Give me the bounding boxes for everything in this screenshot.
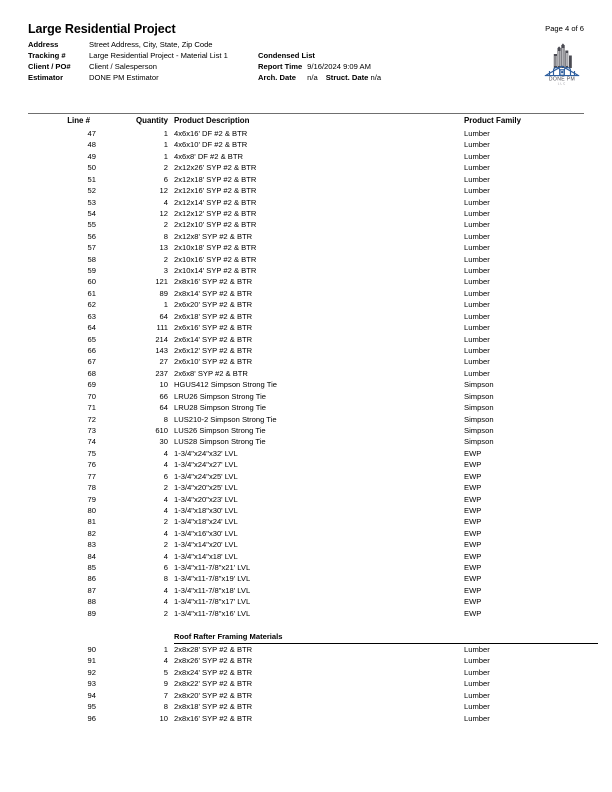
- cell-line-number: 53: [87, 197, 96, 207]
- cell-product-description: LRU26 Simpson Strong Tie: [174, 391, 267, 401]
- cell-product-description: 2x6x14' SYP #2 & BTR: [174, 334, 253, 344]
- cell-line-number: 91: [87, 656, 96, 666]
- cell-product-family: Lumber: [464, 174, 490, 184]
- cell-product-description: 4x6x16' DF #2 & BTR: [174, 129, 248, 138]
- cell-product-family: Lumber: [464, 186, 490, 196]
- report-header: [28, 22, 584, 84]
- tracking-label: Tracking #: [28, 51, 66, 61]
- cell-product-family: EWP: [464, 551, 482, 561]
- table-row: [28, 414, 598, 425]
- cell-product-description: 2x6x18' SYP #2 & BTR: [174, 311, 253, 321]
- table-row: [28, 208, 598, 219]
- column-header-line: Line #: [67, 116, 90, 125]
- table-row: [28, 539, 598, 550]
- cell-line-number: 56: [87, 231, 96, 241]
- cell-product-family: Lumber: [464, 220, 490, 230]
- cell-product-family: EWP: [464, 517, 482, 527]
- table-row: [28, 690, 598, 701]
- cell-quantity: 2: [163, 517, 168, 527]
- cell-line-number: 51: [87, 174, 96, 184]
- cell-product-description: 1-3/4"x11-7/8"x17' LVL: [174, 597, 251, 607]
- table-row: [28, 379, 598, 390]
- cell-product-description: 2x12x14' SYP #2 & BTR: [174, 197, 257, 207]
- cell-product-description: LUS210-2 Simpson Strong Tie: [174, 414, 277, 424]
- cell-product-family: Lumber: [464, 277, 490, 287]
- cell-product-description: 2x8x20' SYP #2 & BTR: [174, 690, 253, 700]
- table-row: [28, 299, 598, 310]
- cell-product-description: 2x6x16' SYP #2 & BTR: [174, 323, 253, 333]
- list-type-label: Condensed List: [258, 51, 315, 61]
- cell-line-number: 68: [87, 368, 96, 378]
- struct-date-label: Struct. Date: [325, 73, 369, 83]
- cell-product-family: Lumber: [464, 323, 490, 333]
- cell-quantity: 1: [163, 644, 168, 654]
- table-row: [28, 128, 598, 139]
- table-row: [28, 368, 598, 379]
- table-row: [28, 551, 598, 562]
- cell-product-family: EWP: [464, 574, 482, 584]
- meta-row-address: [28, 40, 381, 51]
- meta-row-client: [28, 62, 381, 73]
- cell-quantity: 6: [163, 174, 168, 184]
- cell-product-description: 4x6x10' DF #2 & BTR: [174, 140, 248, 150]
- cell-line-number: 60: [87, 277, 96, 287]
- table-row: [28, 391, 598, 402]
- cell-product-description: 2x8x16' SYP #2 & BTR: [174, 277, 253, 287]
- column-header-family: Product Family: [464, 116, 521, 125]
- cell-product-description: 1-3/4"x11-7/8"x18' LVL: [174, 585, 251, 595]
- table-row: [28, 276, 598, 287]
- table-row: [28, 448, 598, 459]
- cell-product-family: Simpson: [464, 437, 494, 447]
- cell-line-number: 93: [87, 679, 96, 689]
- table-spacer-row: [28, 619, 598, 630]
- done-pm-logo: [540, 43, 584, 87]
- cell-quantity: 8: [163, 231, 168, 241]
- table-row: [28, 139, 598, 150]
- cell-line-number: 62: [87, 300, 96, 310]
- cell-line-number: 90: [87, 644, 96, 654]
- cell-quantity: 6: [163, 563, 168, 573]
- cell-product-description: 1-3/4"x11-7/8"x19' LVL: [174, 574, 251, 584]
- page-number: Page 4 of 6: [545, 24, 584, 33]
- cell-quantity: 4: [163, 460, 168, 470]
- cell-quantity: 610: [155, 425, 168, 435]
- cell-quantity: 27: [159, 357, 168, 367]
- client-po-label: Client / PO#: [28, 62, 71, 72]
- cell-line-number: 55: [87, 220, 96, 230]
- cell-product-description: LUS26 Simpson Strong Tie: [174, 425, 266, 435]
- cell-product-family: Lumber: [464, 368, 490, 378]
- cell-product-description: HGUS412 Simpson Strong Tie: [174, 380, 277, 390]
- cell-quantity: 64: [159, 311, 168, 321]
- table-header-row: [28, 114, 598, 128]
- cell-quantity: 30: [159, 437, 168, 447]
- cell-quantity: 2: [163, 163, 168, 173]
- table-row: [28, 254, 598, 265]
- cell-product-description: 4x6x8' DF #2 & BTR: [174, 151, 243, 161]
- table-row: [28, 436, 598, 447]
- cell-product-description: 2x10x16' SYP #2 & BTR: [174, 254, 257, 264]
- cell-product-description: 2x12x18' SYP #2 & BTR: [174, 174, 257, 184]
- cell-quantity: 4: [163, 494, 168, 504]
- cell-product-family: EWP: [464, 563, 482, 573]
- cell-line-number: 58: [87, 254, 96, 264]
- cell-quantity: 111: [156, 323, 168, 333]
- cell-product-family: EWP: [464, 597, 482, 607]
- cell-product-description: 1-3/4"x11-7/8"x21' LVL: [174, 563, 251, 573]
- cell-quantity: 8: [163, 574, 168, 584]
- table-row: [28, 334, 598, 345]
- cell-line-number: 80: [87, 505, 96, 515]
- table-row: [28, 701, 598, 712]
- cell-product-family: EWP: [464, 460, 482, 470]
- table-row: [28, 655, 598, 666]
- table-row: [28, 644, 598, 655]
- cell-product-family: EWP: [464, 528, 482, 538]
- table-row: [28, 151, 598, 162]
- cell-line-number: 71: [87, 403, 96, 413]
- address-label: Address: [28, 40, 59, 49]
- cell-product-family: Simpson: [464, 391, 494, 401]
- table-row: [28, 174, 598, 185]
- table-row: [28, 219, 598, 230]
- cell-line-number: 83: [87, 540, 96, 550]
- cell-quantity: 2: [163, 254, 168, 264]
- cell-quantity: 13: [159, 243, 168, 253]
- cell-product-description: 1-3/4"x14"x18' LVL: [174, 551, 238, 561]
- cell-product-description: 2x6x10' SYP #2 & BTR: [174, 357, 253, 367]
- report-meta-table: [28, 40, 381, 84]
- cell-line-number: 54: [87, 208, 96, 218]
- table-row: [28, 494, 598, 505]
- arch-date-label: Arch. Date: [258, 73, 296, 83]
- cell-quantity: 4: [163, 585, 168, 595]
- cell-line-number: 86: [87, 574, 96, 584]
- table-row: [28, 162, 598, 173]
- table-row: [28, 528, 598, 539]
- cell-product-family: EWP: [464, 448, 482, 458]
- cell-line-number: 77: [87, 471, 96, 481]
- cell-quantity: 12: [159, 208, 168, 218]
- cell-product-description: 2x12x12' SYP #2 & BTR: [174, 208, 257, 218]
- cell-quantity: 10: [159, 380, 168, 390]
- cell-quantity: 64: [159, 403, 168, 413]
- cell-line-number: 81: [87, 517, 96, 527]
- cell-product-description: 2x8x22' SYP #2 & BTR: [174, 679, 253, 689]
- report-time-label: Report Time: [258, 62, 303, 72]
- cell-quantity: 8: [163, 702, 168, 712]
- column-header-quantity: Quantity: [135, 116, 168, 125]
- report-time-value: 9/16/2024 9:09 AM: [307, 62, 371, 72]
- cell-quantity: 4: [163, 448, 168, 458]
- cell-line-number: 72: [87, 414, 96, 424]
- cell-product-family: Lumber: [464, 231, 490, 241]
- cell-product-description: 1-3/4"x24"x27' LVL: [174, 460, 238, 470]
- table-row: [28, 356, 598, 367]
- cell-product-family: Lumber: [464, 243, 490, 253]
- cell-quantity: 4: [163, 528, 168, 538]
- cell-product-family: Lumber: [464, 300, 490, 310]
- cell-quantity: 237: [155, 368, 168, 378]
- cell-product-family: Lumber: [464, 690, 490, 700]
- cell-product-family: Lumber: [464, 163, 490, 173]
- cell-product-family: EWP: [464, 608, 482, 618]
- cell-product-family: Lumber: [464, 311, 490, 321]
- struct-date-value: n/a: [370, 73, 382, 83]
- cell-quantity: 2: [163, 483, 168, 493]
- cell-line-number: 57: [87, 243, 96, 253]
- table-row: [28, 345, 598, 356]
- cell-product-family: Lumber: [464, 334, 490, 344]
- cell-line-number: 96: [87, 713, 96, 723]
- table-row: [28, 311, 598, 322]
- table-row: [28, 459, 598, 470]
- cell-product-description: 2x12x10' SYP #2 & BTR: [174, 220, 257, 230]
- cell-product-description: 2x8x26' SYP #2 & BTR: [174, 656, 253, 666]
- cell-product-description: 2x10x18' SYP #2 & BTR: [174, 243, 257, 253]
- cell-product-family: Lumber: [464, 679, 490, 689]
- cell-product-family: EWP: [464, 505, 482, 515]
- cell-line-number: 50: [87, 163, 96, 173]
- cell-quantity: 121: [155, 277, 168, 287]
- cell-product-description: 2x8x16' SYP #2 & BTR: [174, 713, 253, 723]
- cell-quantity: 1: [163, 151, 168, 161]
- cell-line-number: 70: [87, 391, 96, 401]
- section-pad-line: [28, 631, 98, 644]
- table-row: [28, 596, 598, 607]
- cell-product-family: Lumber: [464, 288, 490, 298]
- materials-table: [28, 114, 598, 724]
- cell-quantity: 66: [159, 391, 168, 401]
- table-header: [28, 114, 598, 128]
- cell-line-number: 87: [87, 585, 96, 595]
- cell-product-family: Lumber: [464, 346, 490, 356]
- table-row: [28, 667, 598, 678]
- table-row: [28, 505, 598, 516]
- estimator-label: Estimator: [28, 73, 64, 83]
- cell-product-description: 1-3/4"x18"x30' LVL: [174, 505, 238, 515]
- table-row: [28, 713, 598, 724]
- cell-quantity: 4: [163, 656, 168, 666]
- cell-line-number: 67: [87, 357, 96, 367]
- cell-line-number: 85: [87, 563, 96, 573]
- cell-product-family: EWP: [464, 494, 482, 504]
- cell-product-description: 2x12x8' SYP #2 & BTR: [174, 231, 253, 241]
- cell-quantity: 214: [155, 334, 168, 344]
- tracking-value: Large Residential Project - Material List 1: [89, 51, 228, 61]
- cell-product-family: Lumber: [464, 197, 490, 207]
- cell-line-number: 64: [87, 323, 96, 333]
- cell-product-description: 1-3/4"x20"x25' LVL: [174, 483, 238, 493]
- cell-quantity: 5: [163, 667, 168, 677]
- spacer-cell: [28, 619, 598, 630]
- cell-product-description: 2x12x26' SYP #2 & BTR: [174, 163, 257, 173]
- cell-product-description: 1-3/4"x20"x23' LVL: [174, 494, 238, 504]
- cell-quantity: 143: [155, 346, 168, 356]
- meta-row-estimator: [28, 73, 381, 84]
- cell-quantity: 4: [163, 597, 168, 607]
- cell-product-family: EWP: [464, 585, 482, 595]
- cell-line-number: 74: [87, 437, 96, 447]
- cell-product-description: 2x6x20' SYP #2 & BTR: [174, 300, 253, 310]
- cell-product-family: Lumber: [464, 140, 490, 150]
- cell-product-description: 2x12x16' SYP #2 & BTR: [174, 186, 257, 196]
- materials-table-zone: [28, 113, 584, 724]
- table-row: [28, 402, 598, 413]
- cell-product-description: 1-3/4"x11-7/8"x16' LVL: [174, 608, 251, 618]
- cell-quantity: 7: [163, 690, 168, 700]
- cell-quantity: 6: [163, 471, 168, 481]
- table-row: [28, 585, 598, 596]
- section-heading-cell: [174, 631, 598, 644]
- cell-product-family: Lumber: [464, 667, 490, 677]
- table-row: [28, 288, 598, 299]
- cell-product-description: 1-3/4"x24"x25' LVL: [174, 471, 238, 481]
- cell-product-description: 1-3/4"x18"x24' LVL: [174, 517, 238, 527]
- cell-product-description: LUS28 Simpson Strong Tie: [174, 437, 266, 447]
- cell-product-family: Lumber: [464, 254, 490, 264]
- cell-line-number: 79: [87, 494, 96, 504]
- cell-quantity: 9: [163, 679, 168, 689]
- client-po-value: Client / Salesperson: [89, 62, 157, 72]
- table-row: [28, 265, 598, 276]
- table-row: [28, 573, 598, 584]
- cell-line-number: 88: [87, 597, 96, 607]
- cell-product-family: Lumber: [464, 702, 490, 712]
- cell-product-description: 2x8x24' SYP #2 & BTR: [174, 667, 253, 677]
- cell-line-number: 47: [87, 129, 96, 138]
- cell-product-description: 2x8x14' SYP #2 & BTR: [174, 288, 253, 298]
- table-body: [28, 128, 598, 724]
- table-row: [28, 197, 598, 208]
- table-row: [28, 425, 598, 436]
- cell-product-description: 2x6x8' SYP #2 & BTR: [174, 368, 248, 378]
- column-header-description: Product Description: [174, 116, 250, 125]
- cell-product-family: Simpson: [464, 403, 494, 413]
- cell-quantity: 2: [163, 540, 168, 550]
- cell-line-number: 63: [87, 311, 96, 321]
- cell-line-number: 76: [87, 460, 96, 470]
- cell-line-number: 84: [87, 551, 96, 561]
- cell-product-description: 1-3/4"x24"x32' LVL: [174, 448, 238, 458]
- cell-product-description: 2x8x18' SYP #2 & BTR: [174, 702, 253, 712]
- cell-product-family: Simpson: [464, 380, 494, 390]
- cell-quantity: 1: [163, 140, 168, 150]
- cell-line-number: 61: [87, 288, 96, 298]
- table-row: [28, 516, 598, 527]
- cell-product-family: Lumber: [464, 266, 490, 276]
- table-row: [28, 482, 598, 493]
- cell-quantity: 10: [159, 713, 168, 723]
- cell-product-description: LRU28 Simpson Strong Tie: [174, 403, 267, 413]
- meta-row-tracking: [28, 51, 381, 62]
- table-row: [28, 608, 598, 619]
- table-row: [28, 471, 598, 482]
- cell-quantity: 1: [163, 129, 168, 138]
- cell-quantity: 4: [163, 505, 168, 515]
- address-value: Street Address, City, State, Zip Code: [89, 40, 213, 49]
- table-row: [28, 678, 598, 689]
- cell-quantity: 3: [163, 266, 168, 276]
- table-row: [28, 242, 598, 253]
- cell-quantity: 1: [163, 300, 168, 310]
- cell-product-family: EWP: [464, 540, 482, 550]
- table-row: [28, 322, 598, 333]
- cell-quantity: 2: [163, 220, 168, 230]
- cell-product-family: Lumber: [464, 713, 490, 723]
- cell-quantity: 4: [163, 197, 168, 207]
- cell-line-number: 95: [87, 702, 96, 712]
- cell-quantity: 2: [163, 608, 168, 618]
- cell-product-family: Lumber: [464, 656, 490, 666]
- cell-line-number: 73: [87, 425, 96, 435]
- table-row: [28, 231, 598, 242]
- cell-line-number: 92: [87, 667, 96, 677]
- page-title: Large Residential Project: [28, 22, 176, 36]
- cell-product-family: EWP: [464, 471, 482, 481]
- cell-quantity: 12: [159, 186, 168, 196]
- logo-subtext: LLC: [557, 81, 567, 86]
- cell-line-number: 82: [87, 528, 96, 538]
- cell-product-family: Lumber: [464, 151, 490, 161]
- table-row: [28, 562, 598, 573]
- cell-product-family: Lumber: [464, 208, 490, 218]
- estimator-value: DONE PM Estimator: [89, 73, 159, 83]
- cell-quantity: 89: [159, 288, 168, 298]
- arch-date-value: n/a: [307, 73, 318, 83]
- cell-product-family: Simpson: [464, 425, 494, 435]
- cell-product-description: 1-3/4"x16"x30' LVL: [174, 528, 238, 538]
- section-pad-qty: [98, 631, 174, 644]
- cell-product-description: 2x6x12' SYP #2 & BTR: [174, 346, 253, 356]
- cell-product-family: Simpson: [464, 414, 494, 424]
- cell-line-number: 94: [87, 690, 96, 700]
- logo-wordmark: DONE PM: [548, 76, 576, 83]
- cell-product-description: 1-3/4"x14"x20' LVL: [174, 540, 238, 550]
- cell-line-number: 78: [87, 483, 96, 493]
- table-section-heading-row: [28, 631, 598, 644]
- cell-quantity: 8: [163, 414, 168, 424]
- cell-product-description: 2x8x28' SYP #2 & BTR: [174, 644, 253, 654]
- cell-line-number: 75: [87, 448, 96, 458]
- cell-product-family: Lumber: [464, 644, 490, 654]
- cell-product-family: Lumber: [464, 129, 490, 138]
- cell-product-family: Lumber: [464, 357, 490, 367]
- cell-line-number: 49: [87, 151, 96, 161]
- cell-product-description: 2x10x14' SYP #2 & BTR: [174, 266, 257, 276]
- cell-line-number: 59: [87, 266, 96, 276]
- cell-line-number: 66: [87, 346, 96, 356]
- cell-product-family: EWP: [464, 483, 482, 493]
- section-heading-label: Roof Rafter Framing Materials: [174, 631, 598, 644]
- cell-line-number: 65: [87, 334, 96, 344]
- cell-line-number: 69: [87, 380, 96, 390]
- cell-line-number: 89: [87, 608, 96, 618]
- table-row: [28, 185, 598, 196]
- cell-line-number: 52: [87, 186, 96, 196]
- cell-quantity: 4: [163, 551, 168, 561]
- cell-line-number: 48: [87, 140, 96, 150]
